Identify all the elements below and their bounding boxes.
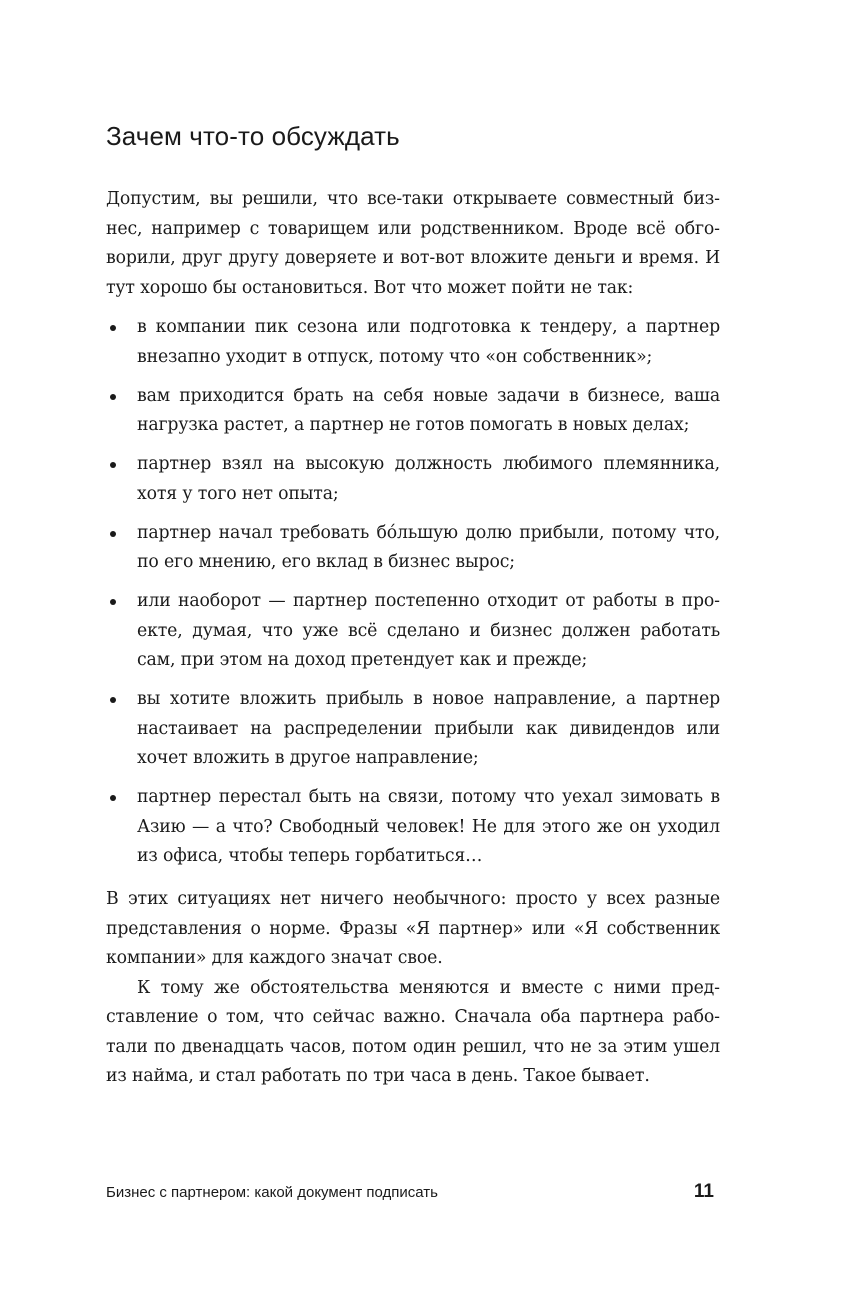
list-item	[106, 450, 720, 509]
list-item-text: партнер взял на высокую должность любимого племянника, хотя у того нет опыта;	[137, 454, 720, 504]
page-number: 11	[693, 1181, 714, 1202]
list-item	[106, 685, 720, 774]
bullet-icon	[110, 697, 116, 703]
closing-paragraph-1: В этих ситуациях нет ничего необычного: просто у всех разные представления о норме. Фразы «Я партнер» или «Я собственник компании» для каждого значат свое.	[106, 889, 720, 968]
list-item-text: вы хотите вложить прибыль в новое направление, а партнер настаивает на распределении прибыли как дивидендов или хочет вложить в другое направление;	[137, 689, 720, 768]
bullet-icon	[110, 394, 116, 400]
list-item	[106, 382, 720, 441]
bullet-icon	[110, 462, 116, 468]
list-item-text: вам приходится брать на себя новые задачи в бизнесе, ваша нагрузка растет, а партнер не готов помогать в новых делах;	[137, 385, 720, 435]
running-title: Бизнес с партнером: какой документ подписать	[106, 1184, 438, 1201]
list-item-text: партнер перестал быть на связи, потому что уехал зимовать в Азию — а что? Свободный человек! Не для этого же он уходил из офиса, чтобы теперь горбатиться…	[137, 787, 720, 866]
list-item	[106, 519, 720, 578]
intro-paragraph: Допустим, вы решили, что все-таки открываете совместный бизнес, например с товарищем или родственником. Вроде всё обговорили, друг другу доверяете и вот-вот вложите деньги и время. И тут хорошо бы остановиться. Вот что может пойти не так:	[106, 189, 720, 298]
list-item-text: или наоборот — партнер постепенно отходит от работы в проекте, думая, что уже всё сделано и бизнес должен работать сам, при этом на доход претендует как и прежде;	[137, 591, 720, 670]
closing-text	[106, 885, 720, 1092]
book-page	[106, 0, 720, 1300]
closing-paragraph-2: К тому же обстоятельства меняются и вместе с ними представление о том, что сейчас важно. Сначала оба партнера работали по двенадцать часов, потом один решил, что не за этим ушел из найма, и стал работать по три часа в день. Такое бывает.	[106, 977, 720, 1086]
bullet-icon	[110, 795, 116, 801]
section-heading: Зачем что-то обсуждать	[106, 121, 400, 151]
list-item-text: партнер начал требовать бóльшую долю прибыли, потому что, по его мнению, его вклад в бизнес вырос;	[137, 522, 720, 572]
bullet-icon	[110, 599, 116, 605]
bullet-list	[106, 313, 720, 881]
page-footer	[106, 1181, 720, 1205]
bullet-icon	[110, 325, 116, 331]
list-item	[106, 587, 720, 676]
list-item	[106, 313, 720, 372]
list-item	[106, 783, 720, 872]
list-item-text: в компании пик сезона или подготовка к тендеру, а партнер внезапно уходит в отпуск, потому что «он собственник»;	[137, 317, 720, 367]
bullet-icon	[110, 531, 116, 537]
